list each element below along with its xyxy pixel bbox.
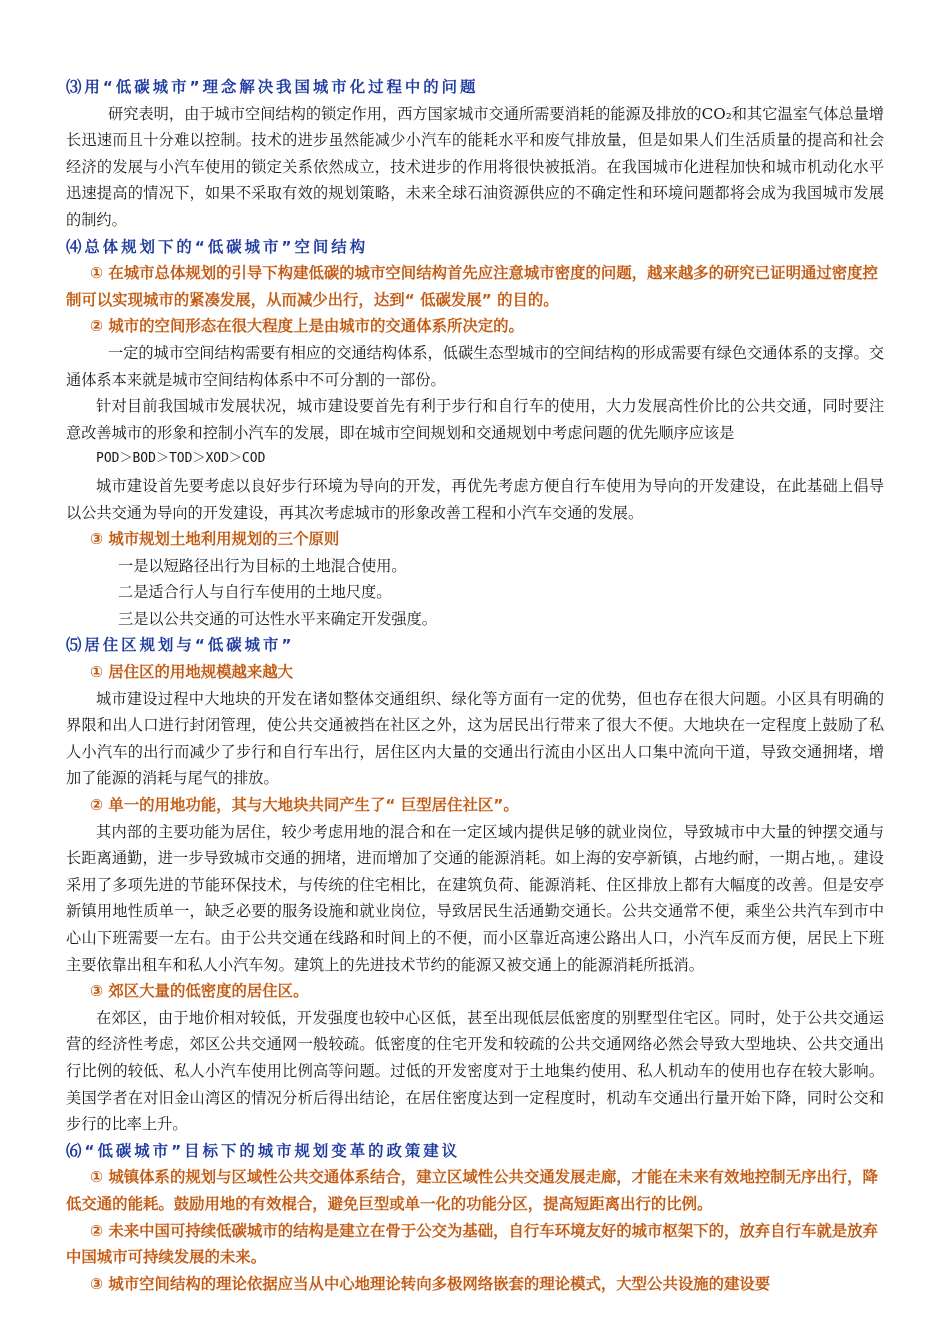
section-6-point-1: ① 城镇体系的规划与区域性公共交通体系结合，建立区域性公共交通发展走廊，才能在未来有效地控制无序出行，降低交通的能耗。鼓励用地的有效棍合，避免巨型或单一化的功能分区，提高短距离出行的比例。 <box>66 1168 878 1213</box>
section-5-point-1: ① 居住区的用地规模越来越大 <box>90 663 294 682</box>
section-5-paragraph-2: 其内部的主要功能为居住，较少考虑用地的混合和在一定区域内提供足够的就业岗位，导致城市中大量的钟摆交通与长距离通勤，进一步导致城市交通的拥堵，进而增加了交通的能源消耗。如上海的安亭新镇，占地约耐，一期占地，。建设采用了多项先进的节能环保技术，与传统的住宅相比，在建筑负荷、能源消耗、住区排放上都有大幅度的改善。但是安亭新镇用地性质单一，缺乏必要的服务设施和就业岗位，导致居民生活通勤交通长。公共交通常不便，乘坐公共汽车到市中心山下班需要一左右。由于公共交通在线路和时间上的不便，而小区靠近高速公路出人口，小汽车反而方便，居民上下班主要依靠出租车和私人小汽车匆。建筑上的先进技术节约的能源又被交通上的能源消耗所抵消。 <box>66 822 884 974</box>
document-page <box>66 74 884 1297</box>
section-4-paragraph-1: 一定的城市空间结构需要有相应的交通结构体系，低碳生态型城市的空间结构的形成需要有绿色交通体系的支撑。交通体系本来就是城市空间结构体系中不可分割的一部份。 <box>66 343 884 389</box>
section-5-point-2: ② 单一的用地功能，其与大地块共同产生了“ 巨型居住社区”。 <box>90 796 519 815</box>
section-3-heading: ⑶用“低碳城市”理念解决我国城市化过程中的问题 <box>66 78 479 96</box>
section-6-point-2: ② 未来中国可持续低碳城市的结构是建立在骨于公交为基础，自行车环境友好的城市枢架下的，放弃自行车就是放弃中国城市可持续发展的未来。 <box>66 1221 878 1267</box>
priority-formula: POD＞BOD＞TOD＞XOD＞COD <box>96 451 266 467</box>
section-4-point-2: ② 城市的空间形态在很大程度上是由城市的交通体系所决定的。 <box>90 317 524 336</box>
section-3-paragraph: 研究表明，由于城市空间结构的锁定作用，西方国家城市交通所需要消耗的能源及排放的CO₂和其它温室气体总量增长迅速而且十分难以控制。技术的进步虽然能减少小汽车的能耗水平和废气排放量，但是如果人们生活质量的提高和社会经济的发展与小汽车使用的锁定关系依然成立，技术进步的作用将很快被抵消。在我国城市化进程加快和城市机动化水平迅速提高的情况下，如果不采取有效的规划策略，未来全球石油资源供应的不确定性和环境问题都将会成为我国城市发展的制约。 <box>66 104 884 229</box>
section-5-heading: ⑸居住区规划与“低碳城市” <box>66 636 295 655</box>
principle-item: 一是以短路径出行为目标的土地混合使用。 <box>118 556 407 575</box>
section-4-point-1: ① 在城市总体规划的引导下构建低碳的城市空间结构首先应注意城市密度的问题，越来越多的研究已证明通过密度控制可以实现城市的紧凑发展，从而减少出行，达到“ 低碳发展” 的目的。 <box>66 264 878 309</box>
section-6-heading: ⑹“低碳城市”目标下的城市规划变革的政策建议 <box>66 1141 461 1160</box>
section-5-paragraph-1: 城市建设过程中大地块的开发在诸如整体交通组织、绿化等方面有一定的优势，但也存在很大问题。小区具有明确的界限和出人口进行封闭管理，使公共交通被挡在社区之外，这为居民出行带来了很大不便。大地块在一定程度上鼓励了私人小汽车的出行而减少了步行和自行车出行，居住区内大量的交通出行流由小区出人口集中流向干道，导致交通拥堵，增加了能源的消耗与尾气的排放。 <box>66 689 884 788</box>
section-4-paragraph-3: 城市建设首先要考虑以良好步行环境为导向的开发，再优先考虑方便自行车使用为导向的开发建设，在此基础上倡导以公共交通为导向的开发建设，再其次考虑城市的形象改善工程和小汽车交通的发展。 <box>66 476 884 522</box>
section-4-point-3: ③ 城市规划土地利用规划的三个原则 <box>90 530 340 549</box>
section-4-heading: ⑷总体规划下的“低碳城市”空间结构 <box>66 237 369 256</box>
section-6-point-3: ③ 城市空间结构的理论依据应当从中心地理论转向多极网络嵌套的理论模式，大型公共设施的建设要 <box>90 1274 771 1293</box>
section-4-paragraph-2: 针对目前我国城市发展状况，城市建设要首先有利于步行和自行车的使用，大力发展高性价比的公共交通，同时要注意改善城市的形象和控制小汽车的发展，即在城市空间规划和交通规划中考虑问题的优先顺序应该是 <box>66 397 884 442</box>
principle-item: 三是以公共交通的可达性水平来确定开发强度。 <box>118 609 437 628</box>
section-5-point-3: ③ 郊区大量的低密度的居住区。 <box>90 982 309 1001</box>
principle-item: 二是适合行人与自行车使用的土地尺度。 <box>118 583 392 602</box>
section-5-paragraph-3: 在郊区，由于地价相对较低，开发强度也较中心区低，甚至出现低层低密度的别墅型住宅区。同时，处于公共交通运营的经济性考虑，郊区公共交通网一般较疏。低密度的住宅开发和较疏的公共交通网络必然会导致大型地块、公共交通出行比例的较低、私人小汽车使用比例高等问题。过低的开发密度对于土地集约使用、私人机动车的使用也存在较大影响。美国学者在对旧金山湾区的情况分析后得出结论，在居住密度达到一定程度时，机动车交通出行量开始下降，同时公交和步行的比率上升。 <box>66 1008 884 1134</box>
